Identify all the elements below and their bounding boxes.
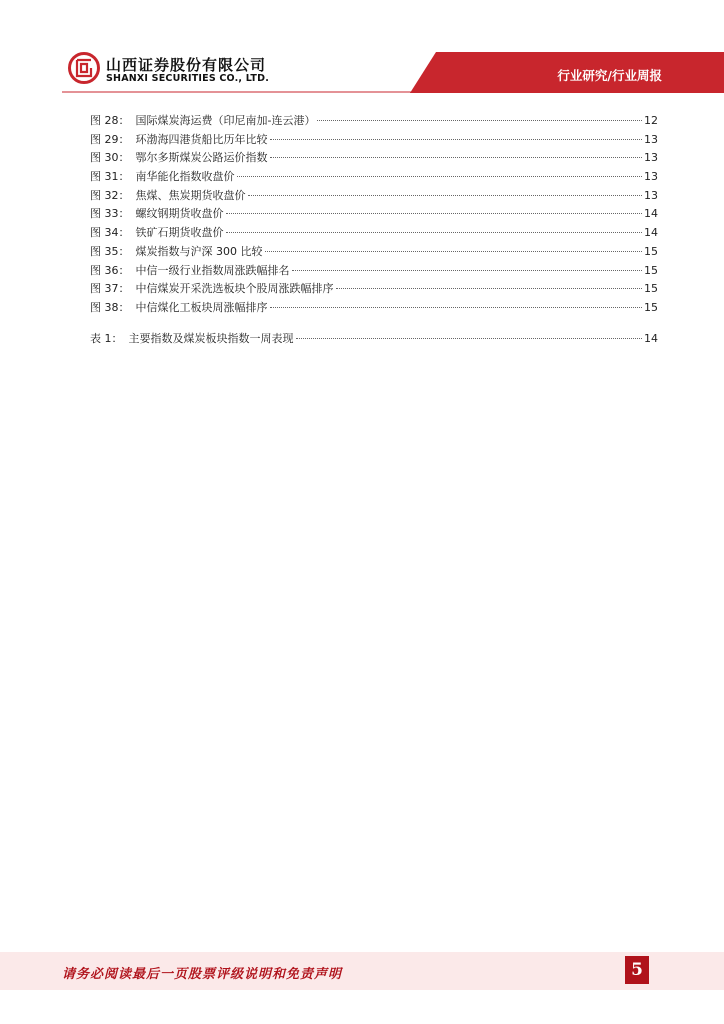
toc-figure-row[interactable] [90,149,658,168]
toc-label: 图 28： [90,114,130,127]
toc-leader [336,288,643,289]
page-number: 5 [625,956,649,984]
company-name-en: SHANXI SECURITIES CO., LTD. [106,73,270,84]
toc-figure-row[interactable] [90,168,658,187]
toc-figure-row[interactable] [90,205,658,224]
toc-label: 图 36： [90,263,130,277]
toc-label: 图 31： [90,170,130,184]
toc-label: 图 29： [90,132,130,146]
toc-page: 13 [644,132,658,146]
toc-label: 表 1： [90,331,123,345]
toc-label: 图 35： [90,244,130,258]
toc-leader [226,232,643,233]
toc-title: 主要指数及煤炭板块指数一周表现 [128,331,294,345]
toc-page: 13 [644,188,658,202]
toc-leader [296,338,643,339]
toc-title: 国际煤炭海运费（印尼南加-连云港） [135,114,316,127]
toc-page: 15 [644,263,658,277]
footer-disclaimer: 请务必阅读最后一页股票评级说明和免责声明 [62,967,343,982]
toc-leader [248,195,643,196]
toc-figure-row[interactable] [90,187,658,206]
toc-figure-row[interactable] [90,280,658,299]
toc-page: 12 [644,114,658,127]
toc-page: 15 [644,244,658,258]
toc-page: 15 [644,282,658,296]
toc-title: 环渤海四港货船比历年比较 [135,132,268,146]
toc-figure-row[interactable] [90,112,658,131]
toc-title: 煤炭指数与沪深 300 比较 [135,244,263,258]
shanxi-securities-logo-icon [68,52,100,84]
toc-table-row[interactable] [90,330,658,349]
toc-title: 焦煤、焦炭期货收盘价 [135,188,246,202]
company-name-cn: 山西证券股份有限公司 [106,56,267,74]
toc-leader [237,176,643,177]
toc-page: 13 [644,170,658,184]
toc-label: 图 38： [90,300,130,314]
toc-leader [270,307,643,308]
toc-page: 14 [644,226,658,240]
toc-figure-row[interactable] [90,262,658,281]
toc-leader [270,139,643,140]
toc-label: 图 37： [90,282,130,296]
toc-label: 图 30： [90,151,130,165]
toc-page: 14 [644,207,658,221]
toc-leader [270,157,643,158]
toc-page: 13 [644,151,658,165]
toc-title: 鄂尔多斯煤炭公路运价指数 [135,151,268,165]
toc-title: 中信一级行业指数周涨跌幅排名 [135,263,290,277]
toc-page: 14 [644,331,658,345]
toc-label: 图 33： [90,207,130,221]
toc-label: 图 32： [90,188,130,202]
toc-figure-row[interactable] [90,299,658,318]
toc-title: 螺纹钢期货收盘价 [135,207,224,221]
toc-leader [317,120,642,121]
toc-title: 铁矿石期货收盘价 [135,226,224,240]
toc-leader [292,270,643,271]
toc-figure-row[interactable] [90,243,658,262]
toc-spacer [90,318,658,330]
toc-title: 南华能化指数收盘价 [135,170,235,184]
toc-label: 图 34： [90,226,130,240]
toc-leader [226,213,643,214]
toc-page: 15 [644,300,658,314]
toc-title: 中信煤炭开采洗选板块个股周涨跌幅排序 [135,282,334,296]
toc-list [90,112,658,348]
toc-leader [265,251,643,252]
toc-figure-row[interactable] [90,131,658,150]
section-label: 行业研究/行业周报 [557,68,662,83]
toc-figure-row[interactable] [90,224,658,243]
toc-title: 中信煤化工板块周涨幅排序 [135,300,268,314]
